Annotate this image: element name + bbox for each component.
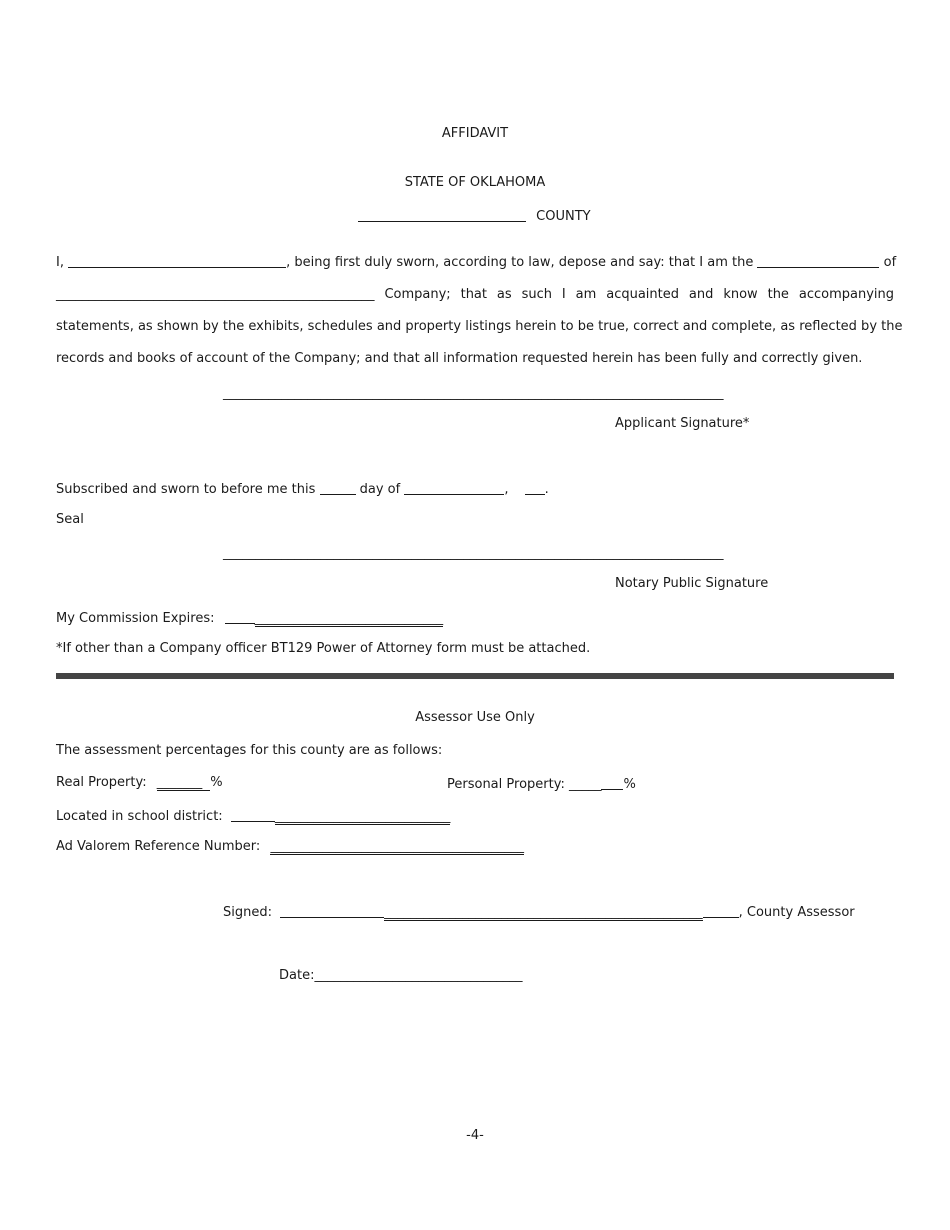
school-district-label: Located in school district:: [56, 809, 223, 824]
sworn-month-field[interactable]: [404, 480, 504, 495]
ad-valorem-row: [56, 839, 524, 854]
notary-signature-label: Notary Public Signature: [615, 576, 769, 591]
sworn-period: .: [544, 482, 549, 497]
date-label: Date:: [279, 968, 315, 983]
statement-i: I,: [56, 255, 64, 270]
affidavit-statement: [56, 247, 903, 375]
county-label: COUNTY: [536, 209, 591, 224]
statement-line-4: records and books of account of the Company; and that all information requested herein has been fully and correctly given.: [56, 351, 863, 366]
county-line: [358, 207, 591, 224]
county-name-field[interactable]: [358, 207, 526, 222]
school-district-blank-lead: [231, 807, 275, 822]
real-property-row: [56, 775, 223, 790]
sworn-text: Subscribed and sworn to before me this: [56, 482, 316, 497]
ad-valorem-field[interactable]: _______________________________________: [270, 839, 524, 854]
date-field[interactable]: ________________________________: [314, 968, 523, 983]
assessor-signature-field[interactable]: _________________________________________________: [384, 905, 703, 920]
commission-blank-lead: [225, 609, 255, 624]
ad-valorem-label: Ad Valorem Reference Number:: [56, 839, 261, 854]
section-divider: [56, 673, 894, 679]
statement-sworn-text: , being first duly sworn, according to law, depose and say: that I am the: [286, 255, 754, 270]
sworn-day-of: day of: [359, 482, 401, 497]
commission-label: My Commission Expires:: [56, 611, 215, 626]
personal-property-field[interactable]: _____: [568, 777, 602, 792]
personal-property-blank-tail: [601, 775, 623, 790]
real-property-field[interactable]: _______: [157, 775, 211, 791]
signed-row: [223, 903, 855, 920]
page-number: -4-: [466, 1128, 484, 1143]
statement-company-text: Company; that as such I am acquainted and know the accompanying: [384, 287, 894, 302]
state-heading: STATE OF OKLAHOMA: [404, 175, 546, 190]
commission-line: [56, 609, 443, 626]
sworn-day-field[interactable]: [320, 480, 356, 495]
real-property-label: Real Property:: [56, 775, 147, 790]
affidavit-title: AFFIDAVIT: [441, 126, 509, 141]
applicant-signature-line[interactable]: _____________________________________________________________________________: [223, 386, 724, 401]
assessor-intro: The assessment percentages for this county are as follows:: [56, 743, 443, 758]
footnote: *If other than a Company officer BT129 Power of Attorney form must be attached.: [56, 641, 591, 656]
county-assessor-label: , County Assessor: [738, 905, 855, 920]
seal-label: Seal: [56, 512, 84, 527]
school-district-row: [56, 807, 450, 824]
real-property-percent: %: [210, 775, 223, 790]
sworn-comma: ,: [504, 482, 509, 497]
affiant-name-field[interactable]: [68, 253, 286, 268]
statement-of: of: [883, 255, 897, 270]
affiant-title-field[interactable]: [757, 253, 879, 268]
sworn-line: [56, 480, 549, 497]
signed-blank-tail: [703, 903, 739, 918]
statement-line-1: [56, 247, 897, 279]
assessor-heading: Assessor Use Only: [415, 710, 535, 725]
statement-line-2: [56, 279, 894, 311]
personal-property-label: Personal Property:: [447, 777, 565, 792]
notary-signature-line[interactable]: _____________________________________________________________________________: [223, 546, 724, 561]
applicant-signature-label: Applicant Signature*: [615, 416, 750, 431]
signed-label: Signed:: [223, 905, 272, 920]
personal-property-row: [447, 775, 636, 792]
school-district-field[interactable]: ___________________________: [274, 809, 451, 824]
date-row: [279, 968, 522, 983]
personal-property-percent: %: [623, 777, 636, 792]
company-name-field[interactable]: _________________________________________________: [56, 287, 375, 302]
signed-blank-lead: [280, 903, 384, 918]
statement-line-3: statements, as shown by the exhibits, schedules and property listings herein to be true, correct and complete, as reflected by the: [56, 319, 903, 334]
commission-date-field[interactable]: _____________________________: [254, 611, 444, 626]
sworn-year-field[interactable]: [525, 480, 545, 495]
